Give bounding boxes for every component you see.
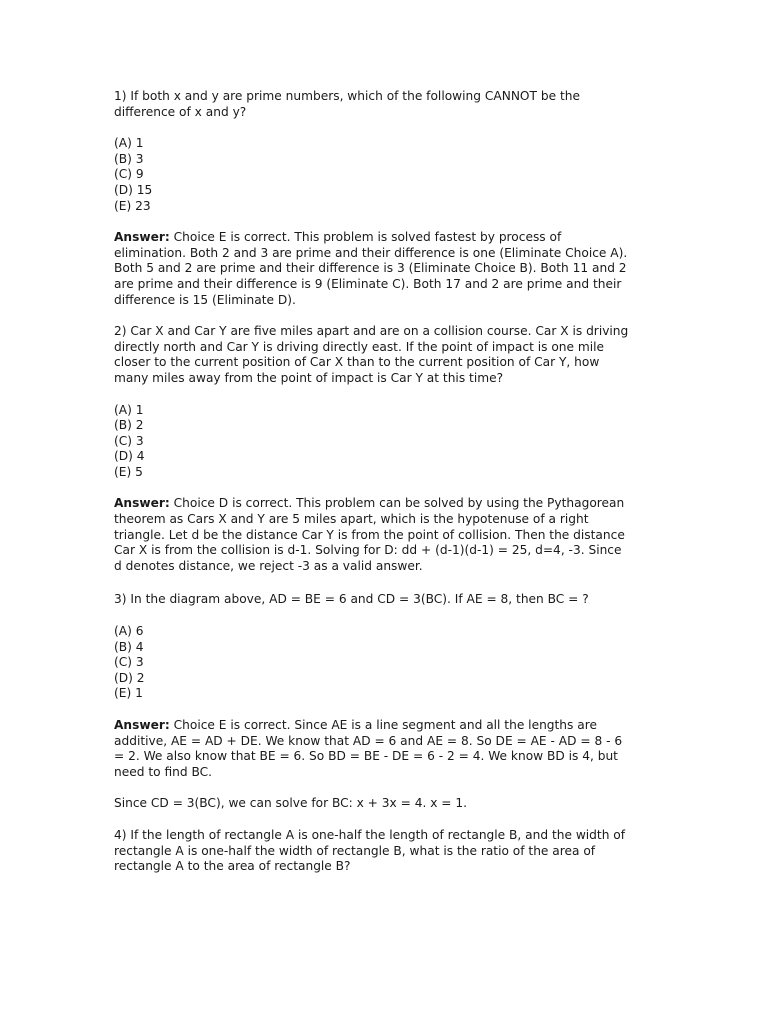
answer-1-line-1 <box>114 230 659 246</box>
question-2-option-c: (C) 3 <box>114 433 144 448</box>
question-2-option-b: (B) 2 <box>114 418 144 433</box>
answer-2-line-1-text: Choice D is correct. This problem can be solved by using the Pythagorean <box>169 496 625 511</box>
question-3-option-b: (B) 4 <box>114 639 144 654</box>
question-2-option-d: (D) 4 <box>114 449 145 464</box>
question-3-option-e: (E) 1 <box>114 686 143 701</box>
answer-2-line-5: d denotes distance, we reject -3 as a valid answer. <box>114 558 423 573</box>
answer-1-line-1-text: Choice E is correct. This problem is solved fastest by process of <box>169 230 562 245</box>
question-4-text-line-3: rectangle A to the area of rectangle B? <box>114 859 351 874</box>
answer-2-label: Answer: <box>114 496 170 511</box>
question-1-option-a: (A) 1 <box>114 136 144 151</box>
answer-2-line-3: triangle. Let d be the distance Car Y is from the point of collision. Then the distance <box>114 527 625 542</box>
question-3 <box>114 592 659 812</box>
question-2-text-line-4: many miles away from the point of impact is Car Y at this time? <box>114 370 504 385</box>
answer-2-line-2: theorem as Cars X and Y are 5 miles apart, which is the hypotenuse of a right <box>114 512 589 527</box>
question-2-text-line-2: directly north and Car Y is driving directly east. If the point of impact is one mile <box>114 339 605 354</box>
question-3-option-d: (D) 2 <box>114 670 145 685</box>
question-1-option-c: (C) 9 <box>114 167 144 182</box>
answer-3-line-3: = 2. We also know that BE = 6. So BD = BE - DE = 6 - 2 = 4. We know BD is 4, but <box>114 749 618 764</box>
question-3-option-c: (C) 3 <box>114 655 144 670</box>
question-2-text-line-3: closer to the current position of Car X than to the current position of Car Y, how <box>114 355 600 370</box>
answer-1-label: Answer: <box>114 230 170 245</box>
question-1-text-line-1: 1) If both x and y are prime numbers, which of the following CANNOT be the <box>114 89 580 103</box>
question-1 <box>114 89 659 308</box>
question-4-text-line-1: 4) If the length of rectangle A is one-half the length of rectangle B, and the width of <box>114 827 626 842</box>
question-3-option-a: (A) 6 <box>114 624 144 639</box>
question-1-option-d: (D) 15 <box>114 182 153 197</box>
answer-2-line-4: Car X is from the collision is d-1. Solving for D: dd + (d-1)(d-1) = 25, d=4, -3. Since <box>114 543 622 558</box>
answer-1-line-4: are prime and their difference is 9 (Eliminate C). Both 17 and 2 are prime and their <box>114 276 622 291</box>
answer-3-extra-line-1: Since CD = 3(BC), we can solve for BC: x + 3x = 4. x = 1. <box>114 796 467 811</box>
answer-2-line-1 <box>114 496 659 512</box>
answer-3-line-2: additive, AE = AD + DE. We know that AD = 6 and AE = 8. So DE = AE - AD = 8 - 6 <box>114 733 623 748</box>
answer-1-line-2: elimination. Both 2 and 3 are prime and their difference is one (Eliminate Choice A). <box>114 245 628 260</box>
answer-3-line-1 <box>114 718 659 734</box>
question-2-option-a: (A) 1 <box>114 402 144 417</box>
question-3-text-line-1: 3) In the diagram above, AD = BE = 6 and CD = 3(BC). If AE = 8, then BC = ? <box>114 592 589 607</box>
question-1-text-line-2: difference of x and y? <box>114 104 247 119</box>
document-page <box>114 89 659 875</box>
question-2-text-line-1: 2) Car X and Car Y are five miles apart and are on a collision course. Car X is driving <box>114 324 629 339</box>
question-2 <box>114 324 659 574</box>
question-4-text-line-2: rectangle A is one-half the width of rectangle B, what is the ratio of the area of <box>114 843 596 858</box>
question-4 <box>114 828 659 875</box>
question-1-option-b: (B) 3 <box>114 151 144 166</box>
answer-1-line-5: difference is 15 (Eliminate D). <box>114 292 296 307</box>
question-1-option-e: (E) 23 <box>114 198 151 213</box>
answer-3-line-1-text: Choice E is correct. Since AE is a line segment and all the lengths are <box>169 718 597 732</box>
answer-3-line-4: need to find BC. <box>114 764 212 779</box>
question-2-option-e: (E) 5 <box>114 464 143 479</box>
answer-3-label: Answer: <box>114 718 170 732</box>
answer-1-line-3: Both 5 and 2 are prime and their difference is 3 (Eliminate Choice B). Both 11 and 2 <box>114 261 627 276</box>
